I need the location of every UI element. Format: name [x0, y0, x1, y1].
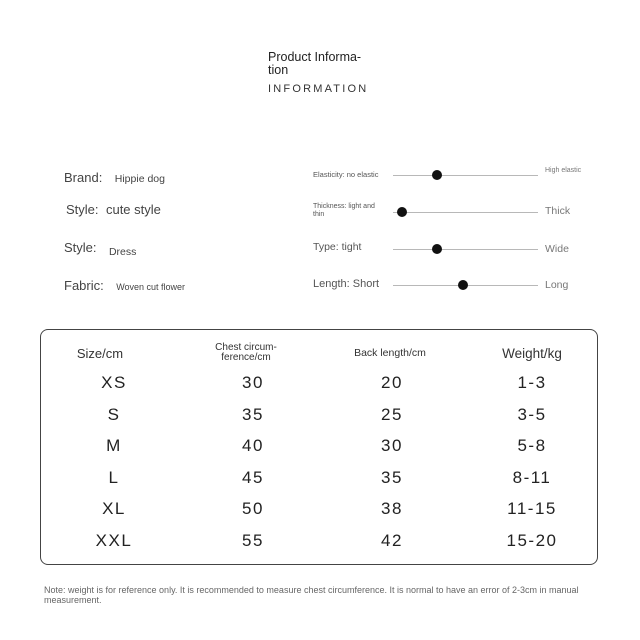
table-cell: 45 [242, 467, 264, 487]
table-cell: M [106, 436, 122, 455]
table-cell: 50 [242, 499, 264, 518]
attr-value: Dress [108, 246, 137, 258]
header-title: Product Informa-tion [268, 50, 362, 77]
attr-value: Hippie dog [114, 173, 165, 185]
table-cell: 30 [242, 373, 264, 392]
attr-label: Brand: [64, 170, 103, 185]
slider-end-label: Wide [545, 243, 569, 255]
attr-label: Fabric: [64, 278, 104, 293]
slider-knob [432, 170, 442, 180]
footnote: Note: weight is for reference only. It is recommended to measure chest circumference. It is normal to have an error of 2-3cm in manual measurement. [44, 585, 579, 605]
table-cell: XXL [95, 530, 133, 550]
table-cell: L [108, 467, 120, 487]
table-header-size: Size/cm [76, 346, 124, 361]
slider-track [393, 249, 538, 250]
header-subtitle: INFORMATION [268, 83, 369, 95]
table-cell: 35 [242, 404, 264, 424]
table-cell: 3-5 [517, 404, 547, 424]
attr-value: cute style [105, 202, 161, 217]
table-cell: 40 [242, 436, 264, 455]
table-cell: 38 [381, 499, 403, 518]
slider-track [393, 212, 538, 213]
table-cell: 55 [242, 530, 264, 550]
table-header-chest: Chest circum-ference/cm [215, 342, 277, 363]
attr-style-2 [64, 239, 136, 257]
slider-knob [397, 207, 407, 217]
slider-knob [458, 280, 468, 290]
slider-label: Type: tight [313, 241, 362, 253]
attr-value: Woven cut flower [116, 282, 186, 292]
table-cell: 42 [381, 530, 403, 550]
table-cell: XL [102, 499, 126, 518]
table-cell: XS [101, 373, 127, 392]
attr-brand [64, 169, 165, 187]
attr-label: Style: [66, 202, 99, 217]
slider-end-label: Long [545, 279, 569, 291]
table-cell: S [107, 404, 121, 424]
slider-end-label: High elastic [545, 167, 582, 174]
table-cell: 30 [381, 436, 403, 455]
slider-label: Length: Short [313, 278, 380, 290]
slider-knob [432, 244, 442, 254]
table-cell: 5-8 [517, 436, 547, 455]
slider-track [393, 175, 538, 176]
table-cell: 11-15 [507, 499, 557, 518]
attr-fabric [64, 277, 185, 295]
table-cell: 25 [381, 404, 403, 424]
slider-label: Thickness: light and thin [313, 203, 375, 218]
table-cell: 20 [381, 373, 403, 392]
attr-style-1 [66, 201, 161, 219]
table-header-back: Back length/cm [354, 347, 426, 359]
table-cell: 1-3 [517, 373, 547, 392]
slider-end-label: Thick [545, 205, 571, 217]
slider-label: Elasticity: no elastic [313, 170, 379, 179]
table-cell: 15-20 [506, 530, 558, 550]
table-cell: 8-11 [512, 467, 552, 487]
table-cell: 35 [381, 467, 403, 487]
attr-label: Style: [64, 240, 97, 255]
table-header-weight: Weight/kg [502, 346, 562, 361]
